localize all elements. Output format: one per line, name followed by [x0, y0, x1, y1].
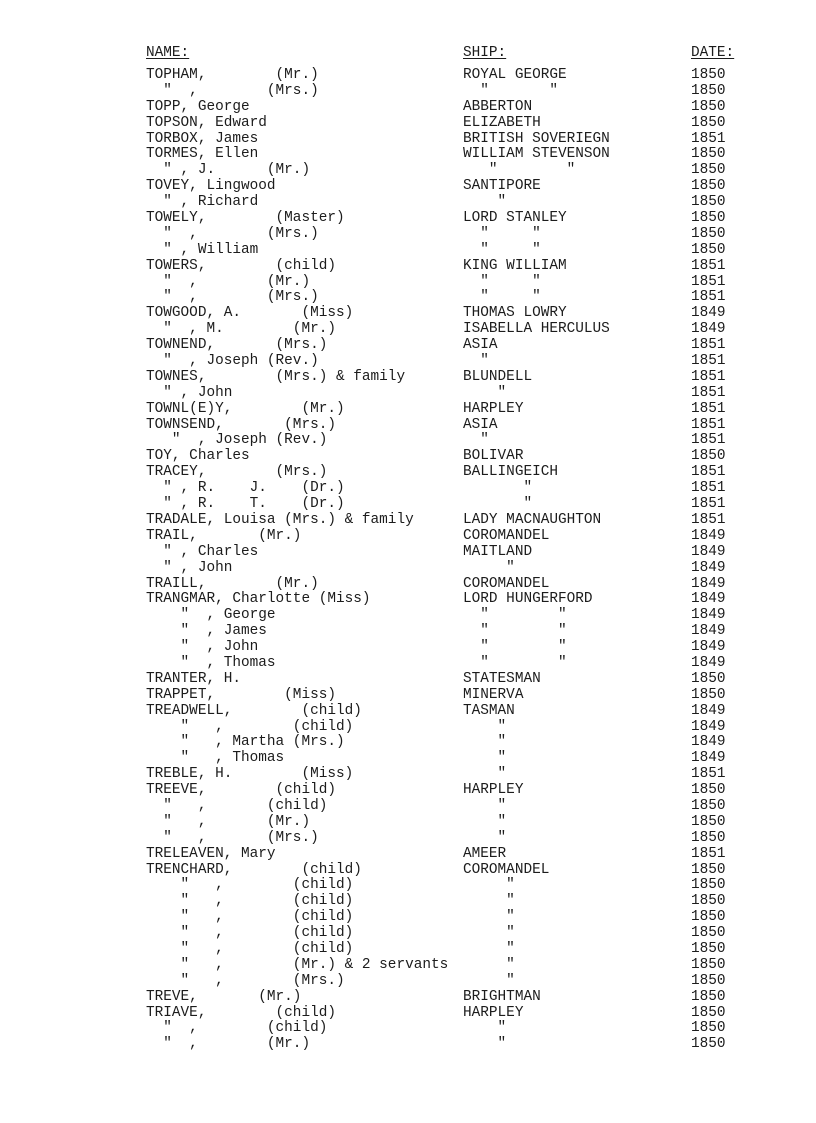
date-cell: 1850	[691, 925, 726, 942]
ship-cell: "	[463, 829, 507, 846]
ship-cell: HARPLEY	[463, 782, 524, 799]
date-cell: 1850	[691, 972, 726, 989]
date-cell: 1850	[691, 797, 726, 814]
date-cell: 1851	[691, 416, 726, 433]
name-cell: TRADALE, Louisa (Mrs.) & family	[146, 511, 414, 528]
ship-cell: " "	[463, 654, 567, 671]
ship-cell: BALLINGEICH	[463, 464, 558, 481]
name-cell: " , George	[146, 607, 276, 624]
date-cell: 1850	[691, 686, 726, 703]
table-row	[0, 132, 816, 148]
ship-cell: "	[463, 956, 515, 973]
ship-cell: BRITISH SOVERIEGN	[463, 130, 610, 147]
table-row	[0, 926, 816, 942]
date-cell: 1849	[691, 654, 726, 671]
table-row	[0, 243, 816, 259]
ship-cell: "	[463, 559, 515, 576]
table-row	[0, 513, 816, 529]
name-cell: TOWNL(E)Y, (Mr.)	[146, 400, 345, 417]
date-cell: 1849	[691, 750, 726, 767]
name-cell: " , (Mrs.)	[146, 829, 319, 846]
date-cell: 1850	[691, 241, 726, 258]
ship-cell: AMEER	[463, 845, 507, 862]
ship-cell: BRIGHTMAN	[463, 988, 541, 1005]
table-row	[0, 227, 816, 243]
table-row	[0, 799, 816, 815]
date-cell: 1850	[691, 893, 726, 910]
name-cell: TOWELY, (Master)	[146, 210, 345, 227]
date-cell: 1850	[691, 1004, 726, 1021]
table-row	[0, 147, 816, 163]
ship-cell: "	[463, 766, 507, 783]
date-cell: 1850	[691, 829, 726, 846]
table-row	[0, 688, 816, 704]
table-row	[0, 338, 816, 354]
name-cell: " , (child)	[146, 718, 354, 735]
ship-cell: "	[463, 353, 489, 370]
table-row	[0, 402, 816, 418]
ship-cell: "	[463, 384, 507, 401]
name-cell: TRANGMAR, Charlotte (Miss)	[146, 591, 371, 608]
table-row	[0, 815, 816, 831]
name-cell: " , (child)	[146, 893, 354, 910]
table-row	[0, 418, 816, 434]
date-cell: 1851	[691, 353, 726, 370]
ship-cell: MINERVA	[463, 686, 524, 703]
ship-cell: "	[463, 718, 507, 735]
ship-cell: "	[463, 1036, 507, 1053]
table-row	[0, 720, 816, 736]
table-row	[0, 783, 816, 799]
name-cell: " , Martha (Mrs.)	[146, 734, 345, 751]
date-cell: 1851	[691, 257, 726, 274]
table-row	[0, 163, 816, 179]
date-cell: 1849	[691, 527, 726, 544]
name-cell: " , (Mrs.)	[146, 82, 319, 99]
date-cell: 1850	[691, 670, 726, 687]
table-row	[0, 322, 816, 338]
name-cell: TOPSON, Edward	[146, 114, 267, 131]
date-cell: 1849	[691, 305, 726, 322]
ship-cell: " "	[463, 82, 558, 99]
table-row	[0, 211, 816, 227]
date-cell: 1851	[691, 273, 726, 290]
date-cell: 1851	[691, 289, 726, 306]
table-row	[0, 116, 816, 132]
header-name: NAME:	[146, 45, 190, 61]
date-cell: 1849	[691, 321, 726, 338]
ship-cell: " "	[463, 241, 541, 258]
date-cell: 1850	[691, 210, 726, 227]
ship-cell: COROMANDEL	[463, 575, 550, 592]
table-row	[0, 465, 816, 481]
name-cell: " , John	[146, 639, 259, 656]
name-cell: TRAPPET, (Miss)	[146, 686, 336, 703]
name-cell: " , (child)	[146, 940, 354, 957]
date-cell: 1849	[691, 559, 726, 576]
name-cell: TREVE, (Mr.)	[146, 988, 302, 1005]
name-cell: TOY, Charles	[146, 448, 250, 465]
ship-cell: "	[463, 940, 515, 957]
ship-cell: COROMANDEL	[463, 527, 550, 544]
ship-cell: ISABELLA HERCULUS	[463, 321, 610, 338]
date-cell: 1850	[691, 940, 726, 957]
name-cell: TOVEY, Lingwood	[146, 178, 276, 195]
date-cell: 1849	[691, 734, 726, 751]
table-row	[0, 1006, 816, 1022]
name-cell: " , Thomas	[146, 654, 276, 671]
ship-cell: ABBERTON	[463, 98, 533, 115]
ship-cell: ROYAL GEORGE	[463, 67, 567, 83]
date-cell: 1850	[691, 114, 726, 131]
ship-cell: TASMAN	[463, 702, 515, 719]
name-cell: " , (Mr.)	[146, 273, 311, 290]
ship-cell: SANTIPORE	[463, 178, 541, 195]
name-cell: " , (Mrs.)	[146, 225, 319, 242]
ship-cell: WILLIAM STEVENSON	[463, 146, 610, 163]
date-cell: 1850	[691, 448, 726, 465]
date-cell: 1850	[691, 98, 726, 115]
date-cell: 1850	[691, 813, 726, 830]
name-cell: TRELEAVEN, Mary	[146, 845, 276, 862]
ship-cell: "	[463, 194, 507, 211]
table-row	[0, 100, 816, 116]
ship-cell: "	[463, 813, 507, 830]
date-cell: 1850	[691, 909, 726, 926]
ship-cell: " "	[463, 623, 567, 640]
ship-cell: LADY MACNAUGHTON	[463, 511, 602, 528]
date-cell: 1849	[691, 607, 726, 624]
name-cell: " , M. (Mr.)	[146, 321, 336, 338]
date-cell: 1851	[691, 766, 726, 783]
ship-cell: " "	[463, 607, 567, 624]
name-cell: TRANTER, H.	[146, 670, 241, 687]
ship-cell: "	[463, 877, 515, 894]
table-row	[0, 656, 816, 672]
name-cell: TREEVE, (child)	[146, 782, 336, 799]
ship-cell: "	[463, 972, 515, 989]
table-row	[0, 672, 816, 688]
name-cell: TOPP, George	[146, 98, 250, 115]
table-row	[0, 1021, 816, 1037]
date-cell: 1851	[691, 480, 726, 497]
table-row	[0, 497, 816, 513]
name-cell: " , R. J. (Dr.)	[146, 480, 345, 497]
table-row	[0, 894, 816, 910]
date-cell: 1850	[691, 162, 726, 179]
table-row	[0, 863, 816, 879]
name-cell: TRENCHARD, (child)	[146, 861, 362, 878]
table-row	[0, 1037, 816, 1053]
table-row	[0, 592, 816, 608]
table-row	[0, 847, 816, 863]
date-cell: 1850	[691, 225, 726, 242]
table-row	[0, 449, 816, 465]
ship-cell: LORD HUNGERFORD	[463, 591, 593, 608]
name-cell: TOWGOOD, A. (Miss)	[146, 305, 354, 322]
table-row	[0, 84, 816, 100]
ship-cell: ELIZABETH	[463, 114, 541, 131]
ship-cell: " "	[463, 273, 541, 290]
date-cell: 1850	[691, 194, 726, 211]
header-date: DATE:	[691, 45, 735, 61]
name-cell: " , James	[146, 623, 267, 640]
name-cell: " , John	[146, 559, 233, 576]
date-cell: 1850	[691, 988, 726, 1005]
name-cell: " , (child)	[146, 877, 354, 894]
table-row	[0, 433, 816, 449]
date-cell: 1850	[691, 82, 726, 99]
table-row	[0, 577, 816, 593]
name-cell: TRACEY, (Mrs.)	[146, 464, 328, 481]
date-cell: 1849	[691, 623, 726, 640]
date-cell: 1850	[691, 1020, 726, 1037]
ship-cell: "	[463, 496, 533, 513]
table-row	[0, 561, 816, 577]
date-cell: 1850	[691, 1036, 726, 1053]
ship-cell: HARPLEY	[463, 1004, 524, 1021]
ship-cell: HARPLEY	[463, 400, 524, 417]
table-row	[0, 704, 816, 720]
ship-cell: "	[463, 734, 507, 751]
table-row	[0, 910, 816, 926]
table-row	[0, 275, 816, 291]
name-cell: " , (Mr.)	[146, 813, 311, 830]
table-row	[0, 958, 816, 974]
name-cell: " , (child)	[146, 1020, 328, 1037]
table-row	[0, 735, 816, 751]
date-cell: 1849	[691, 639, 726, 656]
name-cell: " , Charles	[146, 543, 259, 560]
name-cell: TRIAVE, (child)	[146, 1004, 336, 1021]
date-cell: 1851	[691, 130, 726, 147]
date-cell: 1851	[691, 432, 726, 449]
ship-cell: "	[463, 909, 515, 926]
ship-cell: " "	[463, 225, 541, 242]
ship-cell: "	[463, 1020, 507, 1037]
date-cell: 1849	[691, 702, 726, 719]
name-cell: " , (Mr.)	[146, 1036, 311, 1053]
date-cell: 1851	[691, 400, 726, 417]
name-cell: " , Richard	[146, 194, 259, 211]
name-cell: TREBLE, H. (Miss)	[146, 766, 354, 783]
table-row	[0, 529, 816, 545]
name-cell: " , (Mrs.)	[146, 289, 319, 306]
name-cell: " , (Mrs.)	[146, 972, 345, 989]
table-row	[0, 481, 816, 497]
ship-cell: LORD STANLEY	[463, 210, 567, 227]
name-cell: TOWNSEND, (Mrs.)	[146, 416, 336, 433]
date-cell: 1849	[691, 718, 726, 735]
table-row	[0, 545, 816, 561]
table-row	[0, 640, 816, 656]
date-cell: 1850	[691, 877, 726, 894]
passenger-list	[0, 68, 816, 1053]
ship-cell: STATESMAN	[463, 670, 541, 687]
table-row	[0, 942, 816, 958]
name-cell: TRAILL, (Mr.)	[146, 575, 319, 592]
table-row	[0, 370, 816, 386]
table-row	[0, 68, 816, 84]
name-cell: " , (child)	[146, 909, 354, 926]
ship-cell: THOMAS LOWRY	[463, 305, 567, 322]
table-row	[0, 974, 816, 990]
table-row	[0, 290, 816, 306]
table-row	[0, 179, 816, 195]
date-cell: 1851	[691, 368, 726, 385]
date-cell: 1850	[691, 178, 726, 195]
table-row	[0, 306, 816, 322]
date-cell: 1851	[691, 511, 726, 528]
table-row	[0, 624, 816, 640]
name-cell: " , John	[146, 384, 233, 401]
date-cell: 1849	[691, 575, 726, 592]
name-cell: " , William	[146, 241, 259, 258]
table-row	[0, 608, 816, 624]
ship-cell: ASIA	[463, 416, 498, 433]
name-cell: " , J. (Mr.)	[146, 162, 311, 179]
date-cell: 1849	[691, 591, 726, 608]
date-cell: 1849	[691, 543, 726, 560]
ship-cell: KING WILLIAM	[463, 257, 567, 274]
name-cell: " , Joseph (Rev.)	[146, 432, 328, 449]
date-cell: 1851	[691, 337, 726, 354]
ship-cell: "	[463, 893, 515, 910]
ship-cell: "	[463, 480, 533, 497]
name-cell: TOWNEND, (Mrs.)	[146, 337, 328, 354]
name-cell: TORBOX, James	[146, 130, 259, 147]
date-cell: 1851	[691, 464, 726, 481]
name-cell: " , (child)	[146, 925, 354, 942]
table-row	[0, 751, 816, 767]
date-cell: 1850	[691, 67, 726, 83]
name-cell: TOWNES, (Mrs.) & family	[146, 368, 406, 385]
ship-cell: "	[463, 925, 515, 942]
ship-cell: "	[463, 432, 489, 449]
name-cell: " , R. T. (Dr.)	[146, 496, 345, 513]
date-cell: 1851	[691, 384, 726, 401]
table-row	[0, 767, 816, 783]
date-cell: 1850	[691, 861, 726, 878]
table-row	[0, 195, 816, 211]
ship-cell: " "	[463, 162, 576, 179]
ship-cell: BOLIVAR	[463, 448, 524, 465]
date-cell: 1850	[691, 146, 726, 163]
table-row	[0, 259, 816, 275]
date-cell: 1850	[691, 782, 726, 799]
ship-cell: COROMANDEL	[463, 861, 550, 878]
date-cell: 1850	[691, 956, 726, 973]
name-cell: TOPHAM, (Mr.)	[146, 67, 319, 83]
name-cell: TOWERS, (child)	[146, 257, 336, 274]
table-row	[0, 386, 816, 402]
name-cell: " , Joseph (Rev.)	[146, 353, 319, 370]
name-cell: TREADWELL, (child)	[146, 702, 362, 719]
table-row	[0, 990, 816, 1006]
table-row	[0, 878, 816, 894]
ship-cell: "	[463, 750, 507, 767]
ship-cell: "	[463, 797, 507, 814]
ship-cell: ASIA	[463, 337, 498, 354]
table-row	[0, 354, 816, 370]
ship-cell: MAITLAND	[463, 543, 533, 560]
name-cell: " , (Mr.) & 2 servants	[146, 956, 449, 973]
ship-cell: " "	[463, 289, 541, 306]
ship-cell: " "	[463, 639, 567, 656]
header-ship: SHIP:	[463, 45, 507, 61]
name-cell: TRAIL, (Mr.)	[146, 527, 302, 544]
date-cell: 1851	[691, 496, 726, 513]
ship-cell: BLUNDELL	[463, 368, 533, 385]
date-cell: 1851	[691, 845, 726, 862]
table-row	[0, 831, 816, 847]
name-cell: " , (child)	[146, 797, 328, 814]
name-cell: TORMES, Ellen	[146, 146, 259, 163]
name-cell: " , Thomas	[146, 750, 285, 767]
